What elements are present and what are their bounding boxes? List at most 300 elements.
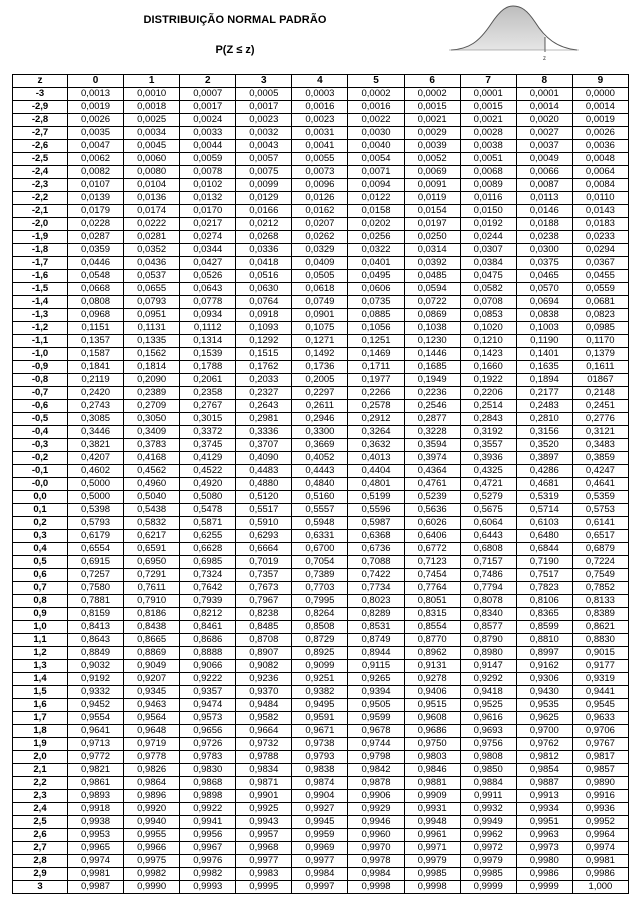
probability-cell: 0,2297: [292, 387, 348, 400]
probability-cell: 0,8023: [348, 595, 404, 608]
table-row: [13, 881, 629, 894]
probability-cell: 0,5000: [68, 478, 124, 491]
probability-cell: 0,0010: [124, 88, 180, 101]
probability-cell: 0,5000: [68, 491, 124, 504]
table-row: [13, 322, 629, 335]
probability-cell: 0,9732: [236, 738, 292, 751]
z-value-cell: 2,0: [13, 751, 68, 764]
probability-cell: 0,0094: [348, 179, 404, 192]
probability-cell: 0,9826: [124, 764, 180, 777]
probability-cell: 0,9985: [460, 868, 516, 881]
probability-cell: 0,6772: [404, 543, 460, 556]
probability-cell: 0,1539: [180, 348, 236, 361]
probability-cell: 0,3859: [572, 452, 628, 465]
probability-cell: 0,9920: [124, 803, 180, 816]
probability-cell: 0,8508: [292, 621, 348, 634]
probability-cell: 0,6517: [572, 530, 628, 543]
probability-cell: 0,0217: [180, 218, 236, 231]
table-row: [13, 205, 629, 218]
probability-cell: 0,4364: [404, 465, 460, 478]
probability-cell: 0,9608: [404, 712, 460, 725]
table-row: [13, 816, 629, 829]
probability-cell: 0,9713: [68, 738, 124, 751]
probability-cell: 0,0170: [180, 205, 236, 218]
probability-cell: 0,1922: [460, 374, 516, 387]
probability-cell: 0,7580: [68, 582, 124, 595]
probability-cell: 0,7764: [404, 582, 460, 595]
probability-cell: 0,1635: [516, 361, 572, 374]
probability-cell: 0,3336: [236, 426, 292, 439]
probability-cell: 0,0038: [460, 140, 516, 153]
probability-cell: 0,8531: [348, 621, 404, 634]
probability-cell: 0,0017: [236, 101, 292, 114]
probability-cell: 0,9278: [404, 673, 460, 686]
probability-cell: 0,9686: [404, 725, 460, 738]
probability-cell: 0,0069: [404, 166, 460, 179]
table-row: [13, 517, 629, 530]
probability-cell: 0,6255: [180, 530, 236, 543]
table-row: [13, 660, 629, 673]
probability-cell: 0,0322: [348, 244, 404, 257]
probability-cell: 0,9756: [460, 738, 516, 751]
probability-cell: 0,0183: [572, 218, 628, 231]
probability-cell: 0,0793: [124, 296, 180, 309]
probability-cell: 0,1379: [572, 348, 628, 361]
z-value-cell: -0,3: [13, 439, 68, 452]
probability-cell: 0,9767: [572, 738, 628, 751]
probability-cell: 0,6141: [572, 517, 628, 530]
probability-cell: 0,4681: [516, 478, 572, 491]
probability-cell: 0,0023: [236, 114, 292, 127]
probability-cell: 0,0262: [292, 231, 348, 244]
probability-cell: 0,8925: [292, 647, 348, 660]
probability-cell: 0,9918: [68, 803, 124, 816]
probability-cell: 0,6406: [404, 530, 460, 543]
probability-cell: 0,0735: [348, 296, 404, 309]
probability-cell: 0,9878: [348, 777, 404, 790]
probability-cell: 0,9750: [404, 738, 460, 751]
probability-cell: 0,9616: [460, 712, 516, 725]
probability-cell: 0,4522: [180, 465, 236, 478]
probability-cell: 0,9798: [348, 751, 404, 764]
table-row: [13, 179, 629, 192]
table-row: [13, 153, 629, 166]
probability-cell: 0,0392: [404, 257, 460, 270]
table-row: [13, 452, 629, 465]
probability-cell: 0,9984: [292, 868, 348, 881]
probability-cell: 0,0113: [516, 192, 572, 205]
probability-cell: 0,0823: [572, 309, 628, 322]
probability-cell: 0,9868: [180, 777, 236, 790]
probability-cell: 0,0307: [460, 244, 516, 257]
probability-cell: 0,2776: [572, 413, 628, 426]
z-value-cell: 1,1: [13, 634, 68, 647]
probability-cell: 0,4483: [236, 465, 292, 478]
probability-cell: 0,9949: [460, 816, 516, 829]
probability-cell: 0,0064: [572, 166, 628, 179]
probability-cell: 0,9871: [236, 777, 292, 790]
probability-cell: 0,9967: [180, 842, 236, 855]
probability-cell: 0,5910: [236, 517, 292, 530]
z-value-cell: 0,6: [13, 569, 68, 582]
probability-cell: 0,0336: [236, 244, 292, 257]
probability-cell: 0,7190: [516, 556, 572, 569]
probability-cell: 0,9222: [180, 673, 236, 686]
probability-cell: 0,9884: [460, 777, 516, 790]
z-value-cell: 2,6: [13, 829, 68, 842]
probability-cell: 0,6443: [460, 530, 516, 543]
probability-cell: 0,3050: [124, 413, 180, 426]
probability-cell: 0,7852: [572, 582, 628, 595]
probability-cell: 0,9793: [292, 751, 348, 764]
z-value-cell: -0,6: [13, 400, 68, 413]
table-row: [13, 270, 629, 283]
probability-cell: 0,9965: [68, 842, 124, 855]
probability-cell: 0,0427: [180, 257, 236, 270]
probability-cell: 0,9671: [292, 725, 348, 738]
probability-cell: 0,0485: [404, 270, 460, 283]
probability-cell: 0,8830: [572, 634, 628, 647]
probability-cell: 0,0778: [180, 296, 236, 309]
probability-cell: 0,0007: [180, 88, 236, 101]
column-header-0: 0: [68, 75, 124, 88]
probability-cell: 0,5199: [348, 491, 404, 504]
table-row: [13, 439, 629, 452]
probability-cell: 0,2514: [460, 400, 516, 413]
probability-cell: 0,2420: [68, 387, 124, 400]
probability-cell: 0,1401: [516, 348, 572, 361]
probability-cell: 0,2810: [516, 413, 572, 426]
probability-cell: 0,4443: [292, 465, 348, 478]
probability-cell: 0,2451: [572, 400, 628, 413]
probability-cell: 0,9966: [124, 842, 180, 855]
probability-cell: 0,5636: [404, 504, 460, 517]
probability-cell: 0,9430: [516, 686, 572, 699]
probability-cell: 0,9854: [516, 764, 572, 777]
probability-cell: 0,3015: [180, 413, 236, 426]
probability-cell: 0,9979: [460, 855, 516, 868]
probability-cell: 0,4404: [348, 465, 404, 478]
probability-cell: 0,5359: [572, 491, 628, 504]
probability-cell: 0,0329: [292, 244, 348, 257]
probability-cell: 0,1210: [460, 335, 516, 348]
table-row: [13, 530, 629, 543]
probability-cell: 0,9916: [572, 790, 628, 803]
probability-cell: 0,2709: [124, 400, 180, 413]
probability-cell: 0,0084: [572, 179, 628, 192]
table-row: [13, 374, 629, 387]
probability-cell: 0,1131: [124, 322, 180, 335]
z-value-cell: 1,4: [13, 673, 68, 686]
probability-cell: 0,9599: [348, 712, 404, 725]
probability-cell: 0,9986: [572, 868, 628, 881]
probability-cell: 0,8485: [236, 621, 292, 634]
probability-cell: 0,5832: [124, 517, 180, 530]
probability-cell: 0,0384: [460, 257, 516, 270]
probability-cell: 0,0104: [124, 179, 180, 192]
probability-cell: 0,0110: [572, 192, 628, 205]
probability-cell: 0,9874: [292, 777, 348, 790]
table-row: [13, 218, 629, 231]
probability-cell: 0,9932: [460, 803, 516, 816]
probability-cell: 0,0107: [68, 179, 124, 192]
column-header-4: 4: [292, 75, 348, 88]
probability-cell: 0,0075: [236, 166, 292, 179]
probability-cell: 0,9162: [516, 660, 572, 673]
probability-cell: 0,9382: [292, 686, 348, 699]
z-value-cell: 2,1: [13, 764, 68, 777]
probability-cell: 0,8790: [460, 634, 516, 647]
probability-cell: 0,1814: [124, 361, 180, 374]
probability-cell: 0,7054: [292, 556, 348, 569]
probability-cell: 0,0207: [292, 218, 348, 231]
probability-cell: 0,9700: [516, 725, 572, 738]
probability-cell: 0,7734: [348, 582, 404, 595]
probability-cell: 0,0244: [460, 231, 516, 244]
probability-cell: 0,8665: [124, 634, 180, 647]
probability-cell: 0,7673: [236, 582, 292, 595]
probability-cell: 0,0281: [124, 231, 180, 244]
probability-cell: 0,0233: [572, 231, 628, 244]
probability-cell: 0,1469: [348, 348, 404, 361]
probability-cell: 0,9936: [572, 803, 628, 816]
probability-cell: 0,3974: [404, 452, 460, 465]
probability-cell: 0,6480: [516, 530, 572, 543]
probability-cell: 0,9783: [180, 751, 236, 764]
probability-cell: 0,3897: [516, 452, 572, 465]
table-row: [13, 673, 629, 686]
probability-cell: 0,9990: [124, 881, 180, 894]
z-value-cell: 1,3: [13, 660, 68, 673]
probability-cell: 0,6179: [68, 530, 124, 543]
probability-cell: 0,9940: [124, 816, 180, 829]
probability-cell: 0,9474: [180, 699, 236, 712]
table-row: [13, 348, 629, 361]
z-axis-label: z: [543, 56, 546, 62]
probability-cell: 0,6331: [292, 530, 348, 543]
probability-cell: 0,8944: [348, 647, 404, 660]
page-subtitle: P(Z ≤ z): [215, 44, 255, 56]
probability-cell: 0,8389: [572, 608, 628, 621]
probability-cell: 0,7019: [236, 556, 292, 569]
table-row: [13, 166, 629, 179]
probability-cell: 0,7642: [180, 582, 236, 595]
z-value-cell: -2,7: [13, 127, 68, 140]
probability-cell: 0,5279: [460, 491, 516, 504]
probability-cell: 0,3409: [124, 426, 180, 439]
probability-cell: 0,0188: [516, 218, 572, 231]
probability-cell: 0,9738: [292, 738, 348, 751]
probability-cell: 0,9969: [292, 842, 348, 855]
probability-cell: 0,0314: [404, 244, 460, 257]
probability-cell: 0,8888: [180, 647, 236, 660]
table-row: [13, 387, 629, 400]
probability-cell: 0,9664: [236, 725, 292, 738]
probability-cell: 0,9463: [124, 699, 180, 712]
z-value-cell: 1,6: [13, 699, 68, 712]
probability-cell: 0,0630: [236, 283, 292, 296]
probability-cell: 0,9726: [180, 738, 236, 751]
probability-cell: 0,8315: [404, 608, 460, 621]
probability-cell: 0,0021: [404, 114, 460, 127]
probability-cell: 0,9913: [516, 790, 572, 803]
probability-cell: 0,3745: [180, 439, 236, 452]
probability-cell: 0,0031: [292, 127, 348, 140]
probability-cell: 0,9812: [516, 751, 572, 764]
probability-cell: 0,4562: [124, 465, 180, 478]
probability-cell: 0,0526: [180, 270, 236, 283]
probability-cell: 0,1685: [404, 361, 460, 374]
column-header-3: 3: [236, 75, 292, 88]
probability-cell: 0,2061: [180, 374, 236, 387]
probability-cell: 0,0132: [180, 192, 236, 205]
probability-cell: 0,9535: [516, 699, 572, 712]
probability-cell: 0,0548: [68, 270, 124, 283]
probability-cell: 0,1038: [404, 322, 460, 335]
probability-cell: 0,5714: [516, 504, 572, 517]
probability-cell: 0,0250: [404, 231, 460, 244]
z-value-cell: -1,3: [13, 309, 68, 322]
probability-cell: 0,1190: [516, 335, 572, 348]
table-row: [13, 465, 629, 478]
probability-cell: 0,2033: [236, 374, 292, 387]
probability-cell: 0,3936: [460, 452, 516, 465]
table-row: [13, 829, 629, 842]
probability-cell: 0,8686: [180, 634, 236, 647]
probability-cell: 0,9505: [348, 699, 404, 712]
probability-cell: 0,5517: [236, 504, 292, 517]
table-row: [13, 400, 629, 413]
z-value-cell: 2,5: [13, 816, 68, 829]
table-row: [13, 569, 629, 582]
probability-cell: 0,8289: [348, 608, 404, 621]
probability-cell: 0,1357: [68, 335, 124, 348]
probability-cell: 0,7454: [404, 569, 460, 582]
probability-cell: 0,0359: [68, 244, 124, 257]
probability-cell: 0,4602: [68, 465, 124, 478]
probability-cell: 0,0869: [404, 309, 460, 322]
probability-cell: 0,0089: [460, 179, 516, 192]
probability-cell: 0,3669: [292, 439, 348, 452]
probability-cell: 0,6293: [236, 530, 292, 543]
probability-cell: 0,9974: [572, 842, 628, 855]
probability-cell: 0,6217: [124, 530, 180, 543]
probability-cell: 0,9803: [404, 751, 460, 764]
probability-cell: 0,5160: [292, 491, 348, 504]
probability-cell: 0,5080: [180, 491, 236, 504]
probability-cell: 0,0060: [124, 153, 180, 166]
probability-cell: 0,9952: [572, 816, 628, 829]
probability-cell: 0,0044: [180, 140, 236, 153]
probability-cell: 0,9131: [404, 660, 460, 673]
probability-cell: 0,0418: [236, 257, 292, 270]
probability-cell: 0,1788: [180, 361, 236, 374]
z-value-cell: -0,5: [13, 413, 68, 426]
probability-cell: 0,6103: [516, 517, 572, 530]
probability-cell: 0,0028: [460, 127, 516, 140]
z-value-cell: 0,2: [13, 517, 68, 530]
probability-cell: 0,9319: [572, 673, 628, 686]
table-row: [13, 231, 629, 244]
probability-cell: 0,4641: [572, 478, 628, 491]
probability-cell: 0,0030: [348, 127, 404, 140]
table-row: [13, 699, 629, 712]
probability-cell: 0,6844: [516, 543, 572, 556]
probability-cell: 0,9207: [124, 673, 180, 686]
probability-cell: 0,7517: [516, 569, 572, 582]
probability-cell: 0,1587: [68, 348, 124, 361]
probability-cell: 0,9648: [124, 725, 180, 738]
probability-cell: 0,2358: [180, 387, 236, 400]
probability-cell: 0,6915: [68, 556, 124, 569]
probability-cell: 0,8106: [516, 595, 572, 608]
probability-cell: 0,0594: [404, 283, 460, 296]
z-value-cell: 2,2: [13, 777, 68, 790]
probability-cell: 0,2946: [292, 413, 348, 426]
probability-cell: 0,0409: [292, 257, 348, 270]
probability-cell: 0,4207: [68, 452, 124, 465]
probability-cell: 0,8461: [180, 621, 236, 634]
probability-cell: 0,0174: [124, 205, 180, 218]
table-row: [13, 413, 629, 426]
probability-cell: 0,7881: [68, 595, 124, 608]
probability-cell: 0,7257: [68, 569, 124, 582]
z-value-cell: -2,2: [13, 192, 68, 205]
probability-cell: 0,8643: [68, 634, 124, 647]
page-title: DISTRIBUIÇÃO NORMAL PADRÃO: [143, 14, 327, 26]
z-value-cell: -1,1: [13, 335, 68, 348]
probability-cell: 0,0300: [516, 244, 572, 257]
probability-cell: 0,6808: [460, 543, 516, 556]
probability-cell: 0,9115: [348, 660, 404, 673]
probability-cell: 0,9984: [348, 868, 404, 881]
probability-cell: 0,0080: [124, 166, 180, 179]
z-value-cell: 2,3: [13, 790, 68, 803]
z-value-cell: 1,5: [13, 686, 68, 699]
probability-cell: 0,0091: [404, 179, 460, 192]
probability-cell: 0,2266: [348, 387, 404, 400]
probability-cell: 0,9306: [516, 673, 572, 686]
table-row: [13, 790, 629, 803]
z-value-cell: -2,4: [13, 166, 68, 179]
probability-cell: 0,0015: [460, 101, 516, 114]
probability-cell: 0,0192: [460, 218, 516, 231]
probability-cell: 0,0023: [292, 114, 348, 127]
probability-cell: 0,0475: [460, 270, 516, 283]
probability-cell: 0,8577: [460, 621, 516, 634]
probability-cell: 0,9441: [572, 686, 628, 699]
probability-cell: 0,0749: [292, 296, 348, 309]
probability-cell: 0,0102: [180, 179, 236, 192]
table-row: [13, 504, 629, 517]
probability-cell: 0,9678: [348, 725, 404, 738]
probability-cell: 0,9049: [124, 660, 180, 673]
z-value-cell: 2,8: [13, 855, 68, 868]
probability-cell: 0,3085: [68, 413, 124, 426]
shaded-area: [451, 6, 545, 50]
probability-cell: 0,7823: [516, 582, 572, 595]
table-row: [13, 283, 629, 296]
table-row: [13, 686, 629, 699]
probability-cell: 0,0375: [516, 257, 572, 270]
probability-cell: 0,9995: [236, 881, 292, 894]
z-value-cell: 0,4: [13, 543, 68, 556]
table-row: [13, 543, 629, 556]
probability-cell: 0,6985: [180, 556, 236, 569]
probability-cell: 0,0045: [124, 140, 180, 153]
table-header-row: [13, 75, 629, 88]
probability-cell: 0,9999: [516, 881, 572, 894]
